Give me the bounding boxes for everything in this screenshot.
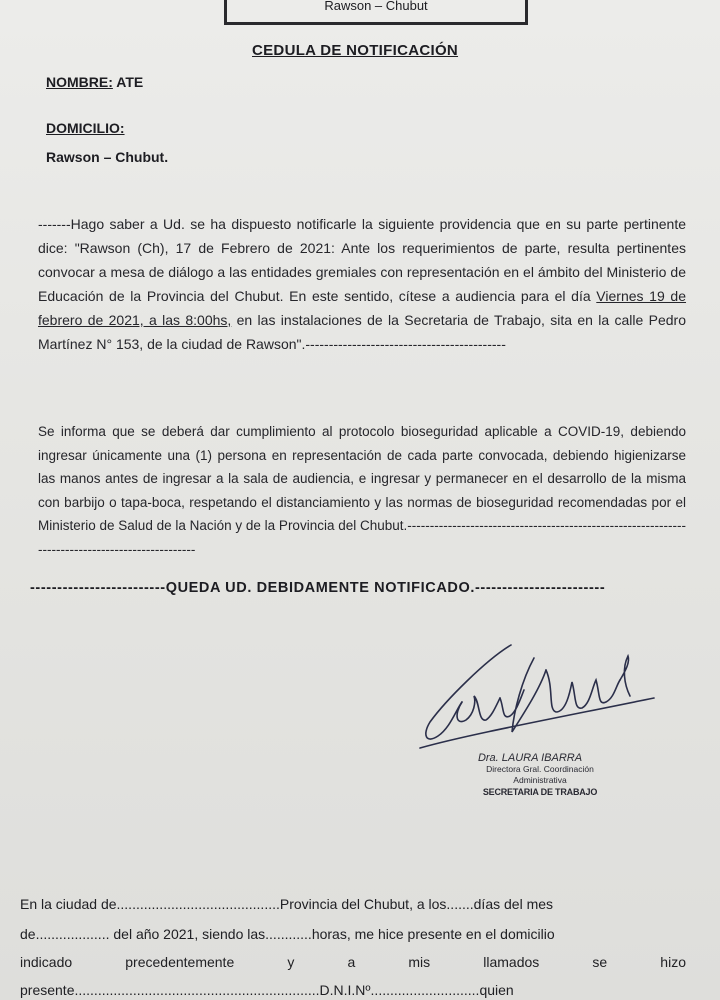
diligence-word: indicado [20,954,73,970]
header-box-text: Rawson – Chubut [324,0,428,13]
nombre-line [46,74,143,90]
diligence-word: llamados [483,954,540,970]
signatory-department: SECRETARIA DE TRABAJO [482,787,598,797]
covid-protocol-paragraph [38,420,686,561]
diligence-line-1: En la ciudad de..........................................Provincia del Chubut, a los.......días del mes [20,896,554,912]
diligence-word: mis [408,954,431,970]
diligence-line-3 [20,954,686,970]
signatory-role-line2: Administrativa [513,775,567,785]
diligence-word: se [592,954,608,970]
nombre-label: NOMBRE: [46,74,113,90]
providencia-lead: -------Hago saber a Ud. se ha dispuesto notificarle la siguiente providencia que en su parte pertinente dice: "Rawson (Ch), 17 de Febrero de 2021: Ante los requerimientos de parte, resulta pertinentes convocar a mesa de diálogo a las entidades gremiales con representación en el ámbito del Ministerio de Educación de la Provincia del Chubut. En este sentido, cítese a audiencia para el día [38,216,686,304]
signatory-role-line1: Directora Gral. Coordinación [486,764,594,774]
signatory-name: Dra. LAURA IBARRA [477,752,583,764]
notified-statement: -------------------------QUEDA UD. DEBIDAMENTE NOTIFICADO.------------------------ [30,580,606,596]
providencia-paragraph [38,212,686,356]
handwritten-signature [416,640,666,755]
document-title: CEDULA DE NOTIFICACIÓN [252,42,459,59]
domicilio-value: Rawson – Chubut. [46,149,169,165]
audiencia-date: Viernes 19 de febrero de 2021, a las 8:00hs, [38,288,687,328]
diligence-word: hizo [660,954,686,970]
header-box [224,0,528,25]
nombre-value: ATE [116,74,144,90]
domicilio-label: DOMICILIO: [46,120,125,136]
diligence-line-2: de................... del año 2021, siendo las............horas, me hice presente en el domicilio [20,926,555,942]
covid-protocol-text: Se informa que se deberá dar cumplimiento al protocolo bioseguridad aplicable a COVID-19, debiendo ingresar únicamente una (1) persona en representación de cada parte convocada, debiendo higienizarse las manos antes de ingresar a la sala de audiencia, e ingresar y permanecer en el desarrollo de la misma con barbijo o tapa-boca, respetando el distanciamiento y las normas de bioseguridad recomendadas por el Ministerio de Salud de la Nación y de la Provincia del Chubut.------------------------------------------------------------------------------------------------- [38,424,686,557]
diligence-word: precedentemente [125,954,235,970]
diligence-word: a [347,954,356,970]
signature-block [440,752,640,797]
diligence-line-4: presente...............................................................D.N.I.Nº............................quien [20,982,514,998]
providencia-tail: en las instalaciones de la Secretaria de Trabajo, sita en la calle Pedro Martínez N° 153, de la ciudad de Rawson".------------------------------------------- [38,312,686,352]
diligence-word: y [287,954,295,970]
